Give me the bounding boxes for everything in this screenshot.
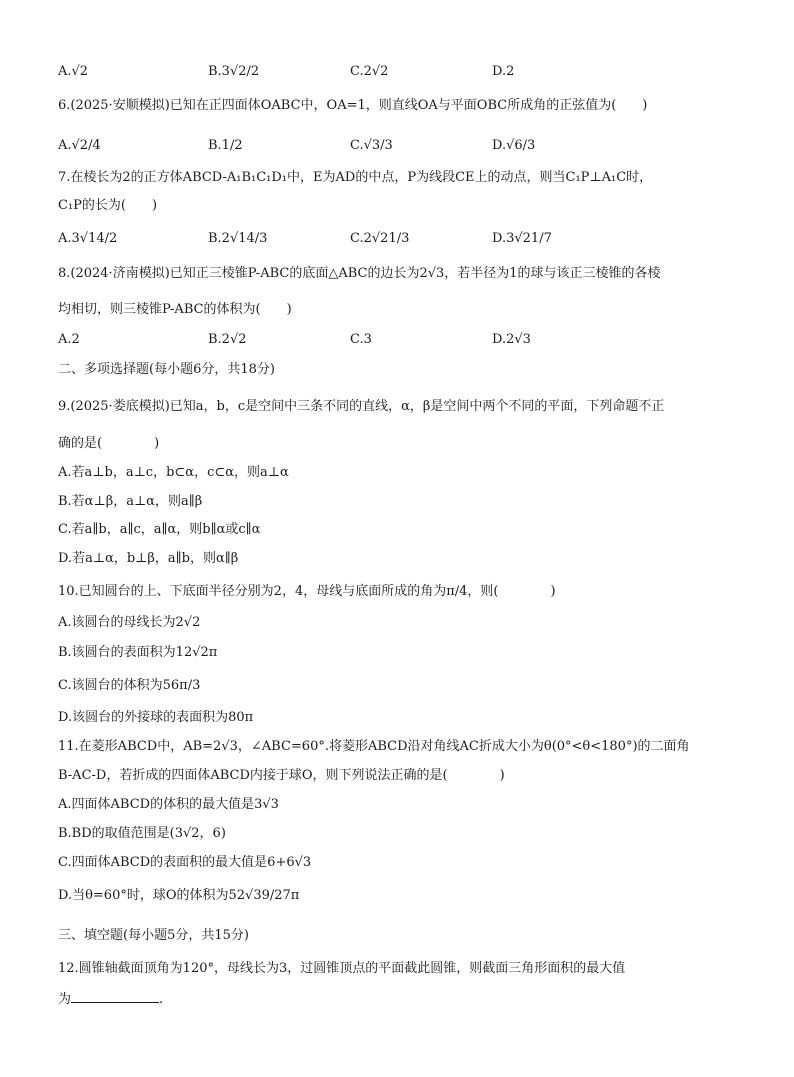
q12-answer-blank[interactable] <box>71 990 159 1003</box>
q6-stem: 6.(2025·安顺模拟)已知在正四面体OABC中，OA=1，则直线OA与平面OBC所成角的正弦值为( ) <box>58 98 648 113</box>
q9-option-b: B.若α⊥β，a⊥α，则a∥β <box>58 494 203 509</box>
q11-option-b: B.BD的取值范围是(3√2，6) <box>58 826 226 841</box>
q9-stem-line2: 确的是( ) <box>58 436 160 451</box>
q9-stem-line1: 9.(2025·娄底模拟)已知a，b，c是空间中三条不同的直线，α，β是空间中两个不同的平面，下列命题不正 <box>58 399 665 414</box>
q8-option-b: B.2√2 <box>208 332 247 347</box>
section-heading-multiple-choice: 二、多项选择题(每小题6分，共18分) <box>58 362 275 377</box>
q11-option-a: A.四面体ABCD的体积的最大值是3√3 <box>58 797 279 812</box>
q7-stem-line2: C₁P的长为( ) <box>58 198 158 213</box>
q7-stem-line1: 7.在棱长为2的正方体ABCD-A₁B₁C₁D₁中，E为AD的中点，P为线段CE上的动点，则当C₁P⊥A₁C时， <box>58 170 653 185</box>
q11-option-d: D.当θ=60°时，球O的体积为52√39/27π <box>58 888 300 903</box>
prev-question-options <box>58 64 738 80</box>
option-d: D.2 <box>492 64 515 79</box>
q8-option-d: D.2√3 <box>492 332 531 347</box>
q7-options <box>58 231 738 247</box>
q10-option-b: B.该圆台的表面积为12√2π <box>58 645 218 660</box>
q8-options <box>58 332 738 348</box>
q7-option-b: B.2√14/3 <box>208 231 268 246</box>
q11-option-c: C.四面体ABCD的表面积的最大值是6+6√3 <box>58 855 312 870</box>
q8-stem-line2: 均相切，则三棱锥P-ABC的体积为( ) <box>58 302 292 317</box>
q7-option-a: A.3√14/2 <box>58 231 118 246</box>
q9-option-d: D.若a⊥α，b⊥β，a∥b，则α∥β <box>58 551 239 566</box>
q6-option-d: D.√6/3 <box>492 138 536 153</box>
q11-stem-line1: 11.在菱形ABCD中，AB=2√3，∠ABC=60°.将菱形ABCD沿对角线AC折成大小为θ(0°<θ<180°)的二面角 <box>58 739 690 754</box>
q10-option-d: D.该圆台的外接球的表面积为80π <box>58 710 254 725</box>
q12-stem-line1: 12.圆锥轴截面顶角为120°，母线长为3，过圆锥顶点的平面截此圆锥，则截面三角形面积的最大值 <box>58 961 626 976</box>
option-a: A.√2 <box>58 64 89 79</box>
q6-option-c: C.√3/3 <box>350 138 393 153</box>
q9-option-a: A.若a⊥b，a⊥c，b⊂α，c⊂α，则a⊥α <box>58 465 289 480</box>
q6-options <box>58 138 738 154</box>
q12-prefix: 为 <box>58 992 72 1007</box>
q10-stem: 10.已知圆台的上、下底面半径分别为2，4，母线与底面所成的角为π/4，则( ) <box>58 584 556 599</box>
q6-option-b: B.1/2 <box>208 138 243 153</box>
q7-option-d: D.3√21/7 <box>492 231 552 246</box>
q8-option-a: A.2 <box>58 332 80 347</box>
section-heading-fill-in: 三、填空题(每小题5分，共15分) <box>58 928 249 943</box>
q12-stem-line2 <box>58 990 163 1008</box>
q8-stem-line1: 8.(2024·济南模拟)已知正三棱锥P-ABC的底面△ABC的边长为2√3，若半径为1的球与该正三棱锥的各棱 <box>58 266 661 281</box>
q9-option-c: C.若a∥b，a∥c，a∥α，则b∥α或c∥α <box>58 522 261 537</box>
q7-option-c: C.2√21/3 <box>350 231 410 246</box>
q10-option-a: A.该圆台的母线长为2√2 <box>58 615 201 630</box>
option-b: B.3√2/2 <box>208 64 260 79</box>
q6-option-a: A.√2/4 <box>58 138 101 153</box>
q8-option-c: C.3 <box>350 332 372 347</box>
option-c: C.2√2 <box>350 64 389 79</box>
q11-stem-line2: B-AC-D，若折成的四面体ABCD内接于球O，则下列说法正确的是( ) <box>58 768 505 783</box>
q12-suffix: . <box>159 992 164 1007</box>
q10-option-c: C.该圆台的体积为56π/3 <box>58 678 201 693</box>
